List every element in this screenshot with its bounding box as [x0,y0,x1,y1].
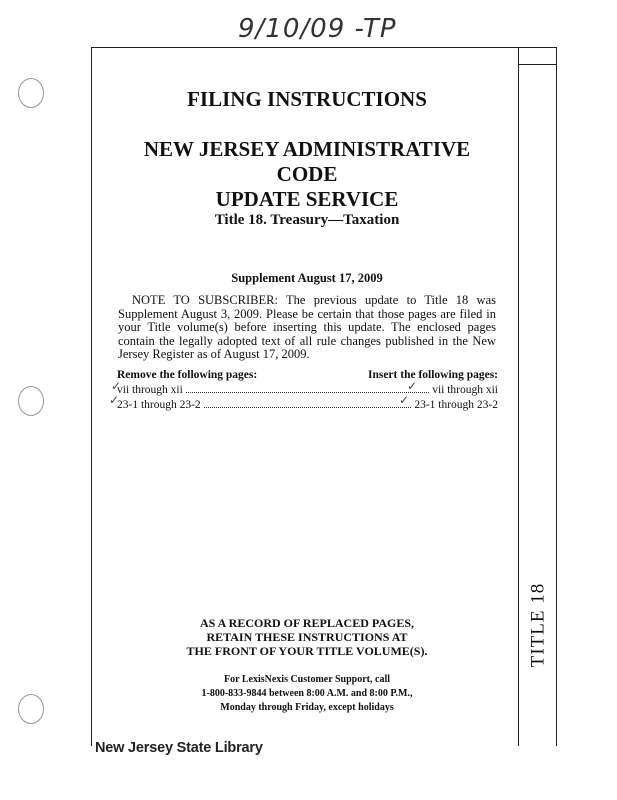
tab-top-divider [519,64,557,65]
binder-hole-top [18,78,44,108]
customer-support [112,673,502,715]
checkmark-icon: ✓ [111,379,122,393]
subscriber-note: NOTE TO SUBSCRIBER: The previous update to Title 18 was Supplement August 3, 2009. Please be certain that those pages are filed in your Title volume(s) before inserting this update. The enclosed pages contain the legally adopted text of all rule changes published in the New Jersey Register as of August 17, 2009. [118,293,496,361]
page-row [117,382,498,397]
code-title-line1: NEW JERSEY ADMINISTRATIVE CODE [143,137,471,186]
binder-hole-middle [18,386,44,416]
supplement-date: Supplement August 17, 2009 [231,271,383,285]
page-replacement-list [109,368,498,412]
code-title-line2: UPDATE SERVICE [215,187,399,211]
insert-pages: 23-1 through 23-2 [414,399,498,411]
record-notice [112,616,502,658]
insert-pages: vii through xii [432,384,498,396]
checkmark-icon: ✓ [407,379,418,393]
dot-leader [186,382,429,393]
binder-hole-bottom [18,694,44,724]
insert-heading: Insert the following pages: [367,369,498,381]
record-line2: RETAIN THESE INSTRUCTIONS AT [206,630,408,644]
filing-instructions-title: FILING INSTRUCTIONS [187,87,427,111]
checkmark-icon: ✓ [399,393,410,407]
handwritten-date: 9/10/09 -TP [238,14,397,44]
remove-heading: Remove the following pages: [117,369,258,381]
support-line2: 1-800-833-9844 between 8:00 A.M. and 8:00 P.M., [201,688,413,699]
page-list-headings [117,368,498,382]
dot-leader [204,397,412,408]
page-row [117,397,498,412]
support-line3: Monday through Friday, except holidays [220,702,394,713]
remove-pages: 23-1 through 23-2 [117,399,201,411]
code-title [112,137,502,212]
library-stamp: New Jersey State Library [95,740,263,756]
record-line1: AS A RECORD OF REPLACED PAGES, [199,616,415,630]
title-name: Title 18. Treasury—Taxation [214,212,400,228]
tab-label: TITLE 18 [527,582,549,668]
remove-pages: vii through xii [117,384,183,396]
record-line3: THE FRONT OF YOUR TITLE VOLUME(S). [186,644,428,658]
checkmark-icon: ✓ [109,393,120,407]
support-line1: For LexisNexis Customer Support, call [223,674,390,685]
